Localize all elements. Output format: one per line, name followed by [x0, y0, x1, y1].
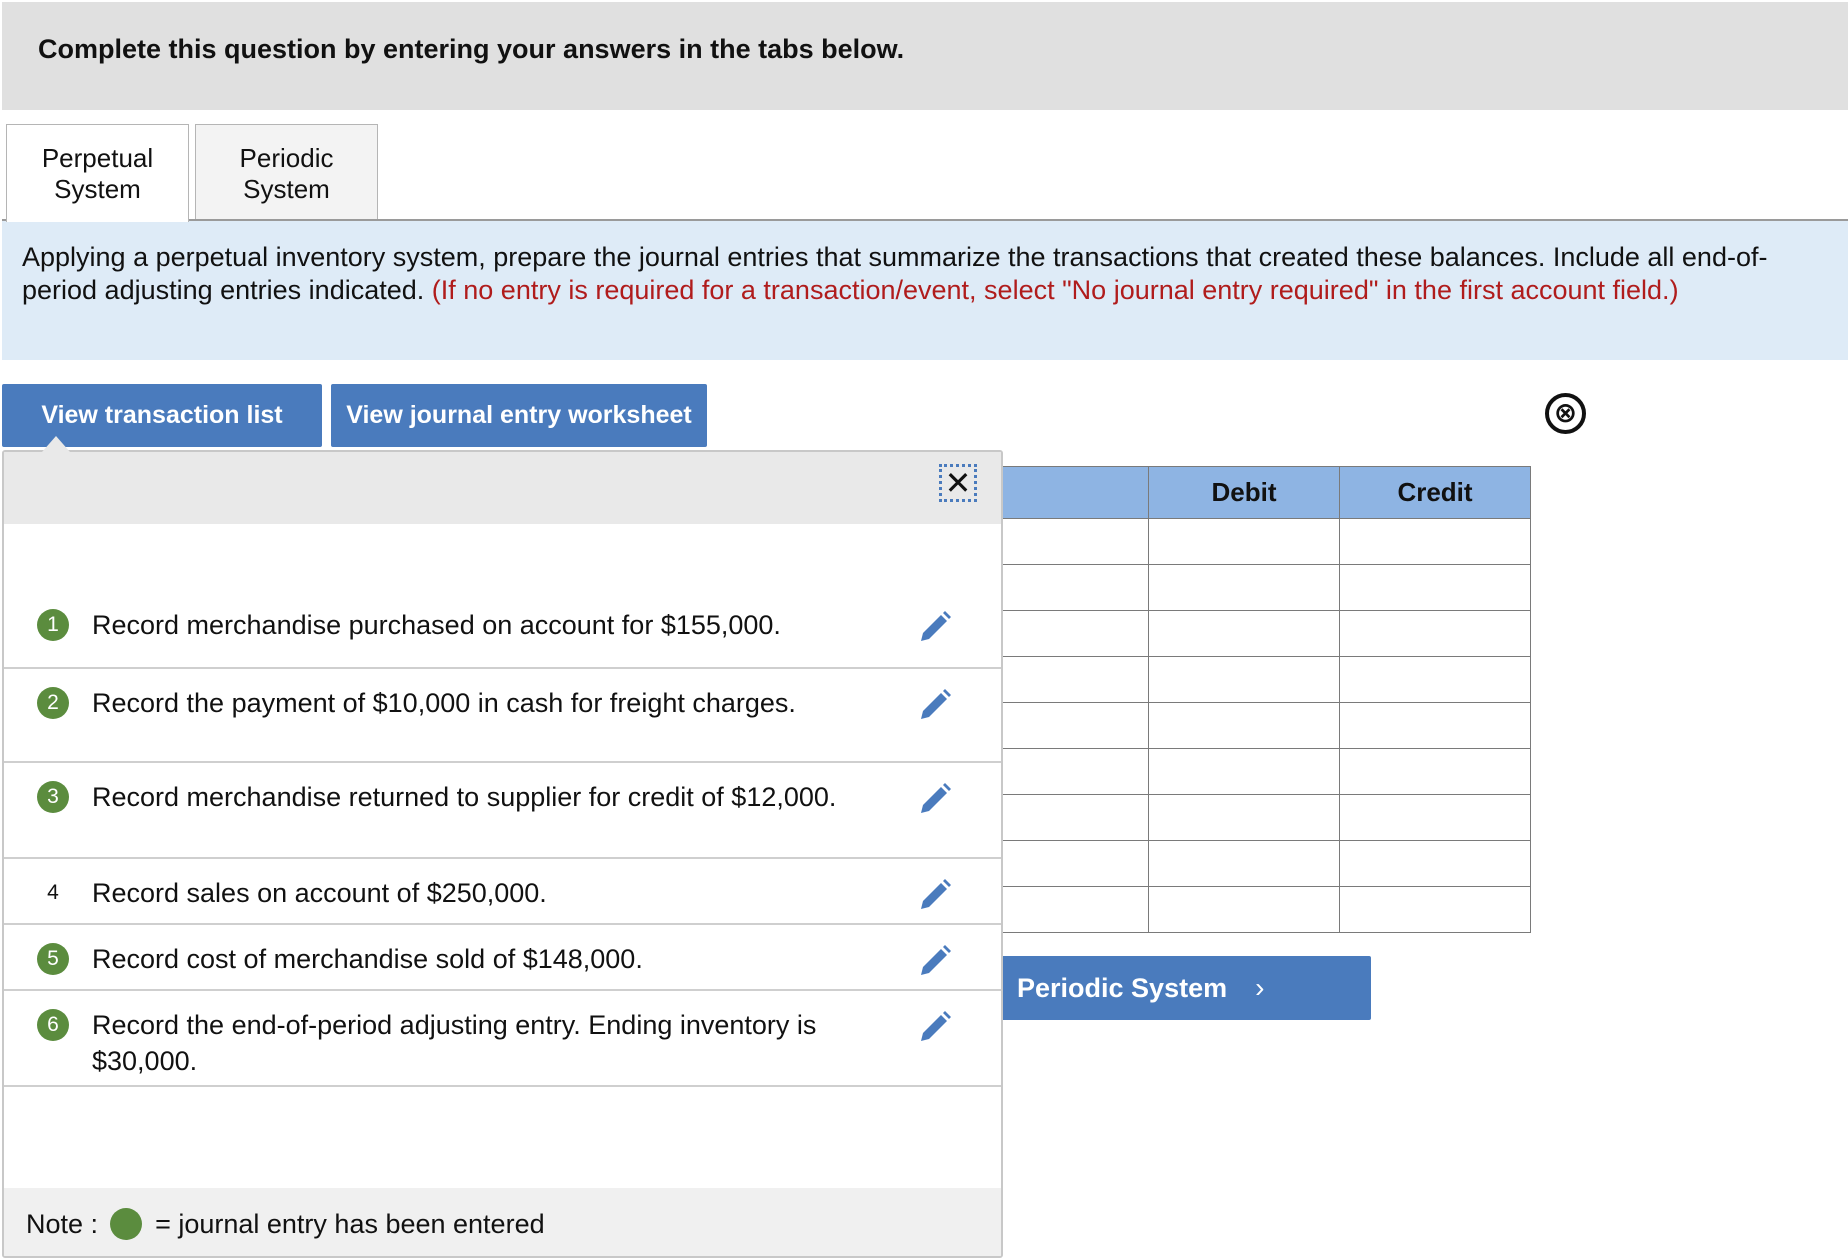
popup-header [4, 452, 1001, 524]
debit-cell[interactable] [1149, 611, 1340, 657]
table-row [1001, 887, 1531, 933]
account-cell[interactable] [1001, 565, 1149, 611]
debit-cell[interactable] [1149, 841, 1340, 887]
pencil-edit-icon[interactable] [917, 943, 953, 979]
credit-cell[interactable] [1340, 565, 1531, 611]
header-bar [2, 2, 1848, 110]
account-cell[interactable] [1001, 657, 1149, 703]
table-row [1001, 657, 1531, 703]
table-row [1001, 519, 1531, 565]
transaction-number-badge: 6 [37, 1009, 69, 1041]
credit-cell[interactable] [1340, 887, 1531, 933]
credit-cell[interactable] [1340, 611, 1531, 657]
transaction-number-badge: 4 [47, 881, 59, 904]
instruction-box [2, 221, 1848, 360]
account-cell[interactable] [1001, 749, 1149, 795]
account-cell[interactable] [1001, 703, 1149, 749]
account-cell[interactable] [1001, 887, 1149, 933]
account-cell[interactable] [1001, 841, 1149, 887]
transaction-description: Record cost of merchandise sold of $148,000. [92, 944, 643, 974]
account-cell[interactable] [1001, 611, 1149, 657]
transaction-number-badge: 2 [37, 687, 69, 719]
table-header-cell [1001, 467, 1149, 519]
chevron-right-icon: › [1255, 972, 1265, 1003]
pencil-edit-icon[interactable] [917, 877, 953, 913]
debit-cell[interactable] [1149, 887, 1340, 933]
transaction-list-popup [2, 450, 1003, 1258]
popup-pointer [42, 436, 70, 452]
credit-cell[interactable] [1340, 795, 1531, 841]
tab-label-line2: System [54, 174, 141, 204]
entered-dot-icon [110, 1208, 142, 1240]
tab-perpetual-system[interactable] [6, 124, 189, 222]
transaction-description: Record sales on account of $250,000. [92, 878, 547, 908]
credit-cell[interactable] [1340, 519, 1531, 565]
transaction-number-badge: 5 [37, 943, 69, 975]
pencil-edit-icon[interactable] [917, 1009, 953, 1045]
pencil-edit-icon[interactable] [917, 609, 953, 645]
transaction-row [4, 591, 1001, 669]
table-row [1001, 611, 1531, 657]
note-text: = journal entry has been entered [155, 1209, 545, 1239]
transaction-number-badge: 3 [37, 781, 69, 813]
tab-label-line2: System [243, 174, 330, 204]
debit-cell[interactable] [1149, 749, 1340, 795]
note-label: Note : [26, 1209, 99, 1239]
debit-cell[interactable] [1149, 703, 1340, 749]
popup-close-icon[interactable]: ✕ [939, 464, 977, 502]
table-body [1001, 519, 1531, 933]
credit-cell[interactable] [1340, 841, 1531, 887]
close-circle-icon[interactable]: ⊗ [1545, 393, 1586, 434]
credit-header: Credit [1340, 467, 1531, 519]
instruction-text: Applying a perpetual inventory system, prepare the journal entries that summarize the transactions that created these balances. Include all end-of-period adjusting entries indicated. [22, 242, 1768, 305]
periodic-system-next-button[interactable] [1001, 956, 1371, 1020]
transaction-description: Record the end-of-period adjusting entry. Ending inventory is $30,000. [92, 1010, 817, 1076]
table-row [1001, 841, 1531, 887]
transaction-row [4, 991, 1001, 1087]
transaction-description: Record merchandise purchased on account for $155,000. [92, 610, 781, 640]
table-row [1001, 749, 1531, 795]
pencil-edit-icon[interactable] [917, 781, 953, 817]
transaction-number-badge: 1 [37, 609, 69, 641]
credit-cell[interactable] [1340, 657, 1531, 703]
view-transaction-list-button[interactable]: View transaction list [2, 384, 322, 447]
transaction-description: Record the payment of $10,000 in cash for freight charges. [92, 688, 796, 718]
journal-table [1000, 466, 1531, 933]
transaction-description: Record merchandise returned to supplier for credit of $12,000. [92, 782, 837, 812]
debit-header: Debit [1149, 467, 1340, 519]
debit-cell[interactable] [1149, 795, 1340, 841]
transaction-row [4, 859, 1001, 925]
table-header-row [1001, 467, 1531, 519]
transaction-row [4, 763, 1001, 859]
legend-note [4, 1188, 1001, 1258]
debit-cell[interactable] [1149, 519, 1340, 565]
account-cell[interactable] [1001, 795, 1149, 841]
transaction-row [4, 669, 1001, 763]
next-button-label: Periodic System [1017, 973, 1228, 1003]
debit-cell[interactable] [1149, 657, 1340, 703]
credit-cell[interactable] [1340, 749, 1531, 795]
transaction-row [4, 925, 1001, 991]
account-cell[interactable] [1001, 519, 1149, 565]
table-row [1001, 795, 1531, 841]
table-row [1001, 703, 1531, 749]
tab-label-line1: Perpetual [41, 143, 154, 173]
tab-periodic-system[interactable] [195, 124, 378, 220]
tab-label-line1: Periodic [239, 143, 334, 173]
view-journal-entry-worksheet-button[interactable]: View journal entry worksheet [331, 384, 707, 447]
debit-cell[interactable] [1149, 565, 1340, 611]
page-title: Complete this question by entering your answers in the tabs below. [38, 34, 905, 64]
credit-cell[interactable] [1340, 703, 1531, 749]
pencil-edit-icon[interactable] [917, 687, 953, 723]
transaction-list [4, 591, 1001, 1087]
table-row [1001, 565, 1531, 611]
instruction-note: (If no entry is required for a transaction/event, select "No journal entry required" in the first account field.) [431, 275, 1679, 305]
